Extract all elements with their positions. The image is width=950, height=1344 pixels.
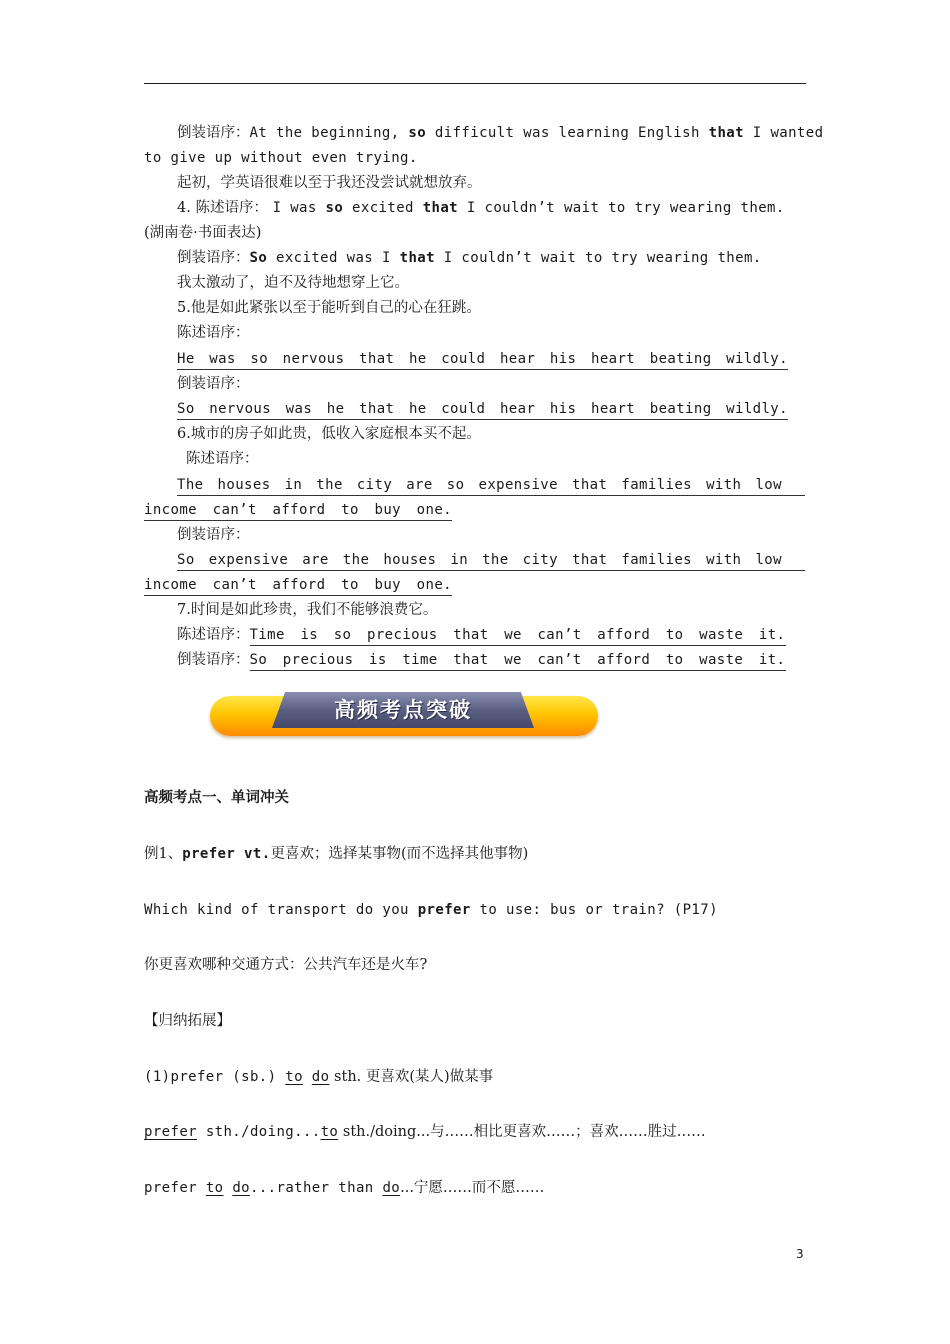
question-6-inv-answer-line-1: So expensive are the houses in the city that families with low	[177, 550, 805, 571]
usage-1: (1)prefer (sb.) to do sth. 更喜欢(某人)做某事	[144, 1069, 494, 1085]
example-1-definition: 例1、prefer vt.更喜欢；选择某事物(而不选择其他事物)	[144, 846, 529, 862]
example-1-sentence: Which kind of transport do you prefer to use: bus or train? (P17)	[144, 902, 718, 918]
question-7-inv-answer: So precious is time that we can’t afford to waste it.	[250, 650, 786, 671]
inversion-example-line-1: 倒装语序：At the beginning, so difficult was learning English that I wanted	[177, 125, 824, 141]
inversion-example-line-2: to give up without even trying.	[144, 150, 418, 166]
page-number: 3	[796, 1247, 804, 1261]
question-6-stmt-answer-line-1: The houses in the city are so expensive that families with low	[177, 475, 805, 496]
question-7-stmt-answer: Time is so precious that we can’t afford to waste it.	[250, 625, 786, 646]
translation-4: 我太激动了，迫不及待地想穿上它。	[177, 275, 409, 291]
summary-heading: 【归纳拓展】	[144, 1013, 231, 1029]
statement-example-4: 4. 陈述语序： I was so excited that I couldn’t wait to try wearing them.	[177, 200, 785, 216]
usage-3: prefer to do...rather than do...宁愿……而不愿……	[144, 1180, 545, 1196]
inversion-example-4: 倒装语序：So excited was I that I couldn’t wait to try wearing them.	[177, 250, 762, 266]
question-5-stmt-answer: He was so nervous that he could hear his heart beating wildly.	[177, 349, 788, 370]
section-heading: 高频考点一、单词冲关	[144, 790, 289, 806]
question-7-inv: 倒装语序： So precious is time that we can’t afford to waste it.	[177, 650, 839, 671]
question-5-inv-answer: So nervous was he that he could hear his heart beating wildly.	[177, 399, 788, 420]
question-6-prompt: 6.城市的房子如此贵，低收入家庭根本买不起。	[177, 426, 481, 442]
question-6-inv-answer-line-2: income can’t afford to buy one.	[144, 575, 452, 596]
source-note: (湖南卷·书面表达)	[144, 225, 262, 241]
section-banner	[210, 688, 598, 740]
example-1-translation: 你更喜欢哪种交通方式：公共汽车还是火车?	[144, 957, 428, 973]
question-6-stmt-answer-line-2: income can’t afford to buy one.	[144, 500, 452, 521]
translation-1: 起初，学英语很难以至于我还没尝试就想放弃。	[177, 175, 482, 191]
question-5-prompt: 5.他是如此紧张以至于能听到自己的心在狂跳。	[177, 300, 481, 316]
banner-title: 高频考点突破	[334, 698, 472, 722]
question-7-stmt: 陈述语序： Time is so precious that we can’t afford to waste it.	[177, 625, 839, 646]
header-rule	[144, 83, 806, 84]
question-7-prompt: 7.时间是如此珍贵，我们不能够浪费它。	[177, 602, 438, 618]
usage-2: prefer sth./doing...to sth./doing...与……相比更喜欢……；喜欢……胜过……	[144, 1124, 706, 1140]
question-5-stmt-label: 陈述语序：	[177, 325, 250, 341]
question-5-inv-label: 倒装语序：	[177, 376, 250, 392]
question-6-inv-label: 倒装语序：	[177, 527, 250, 543]
question-6-stmt-label: 陈述语序：	[186, 451, 259, 467]
